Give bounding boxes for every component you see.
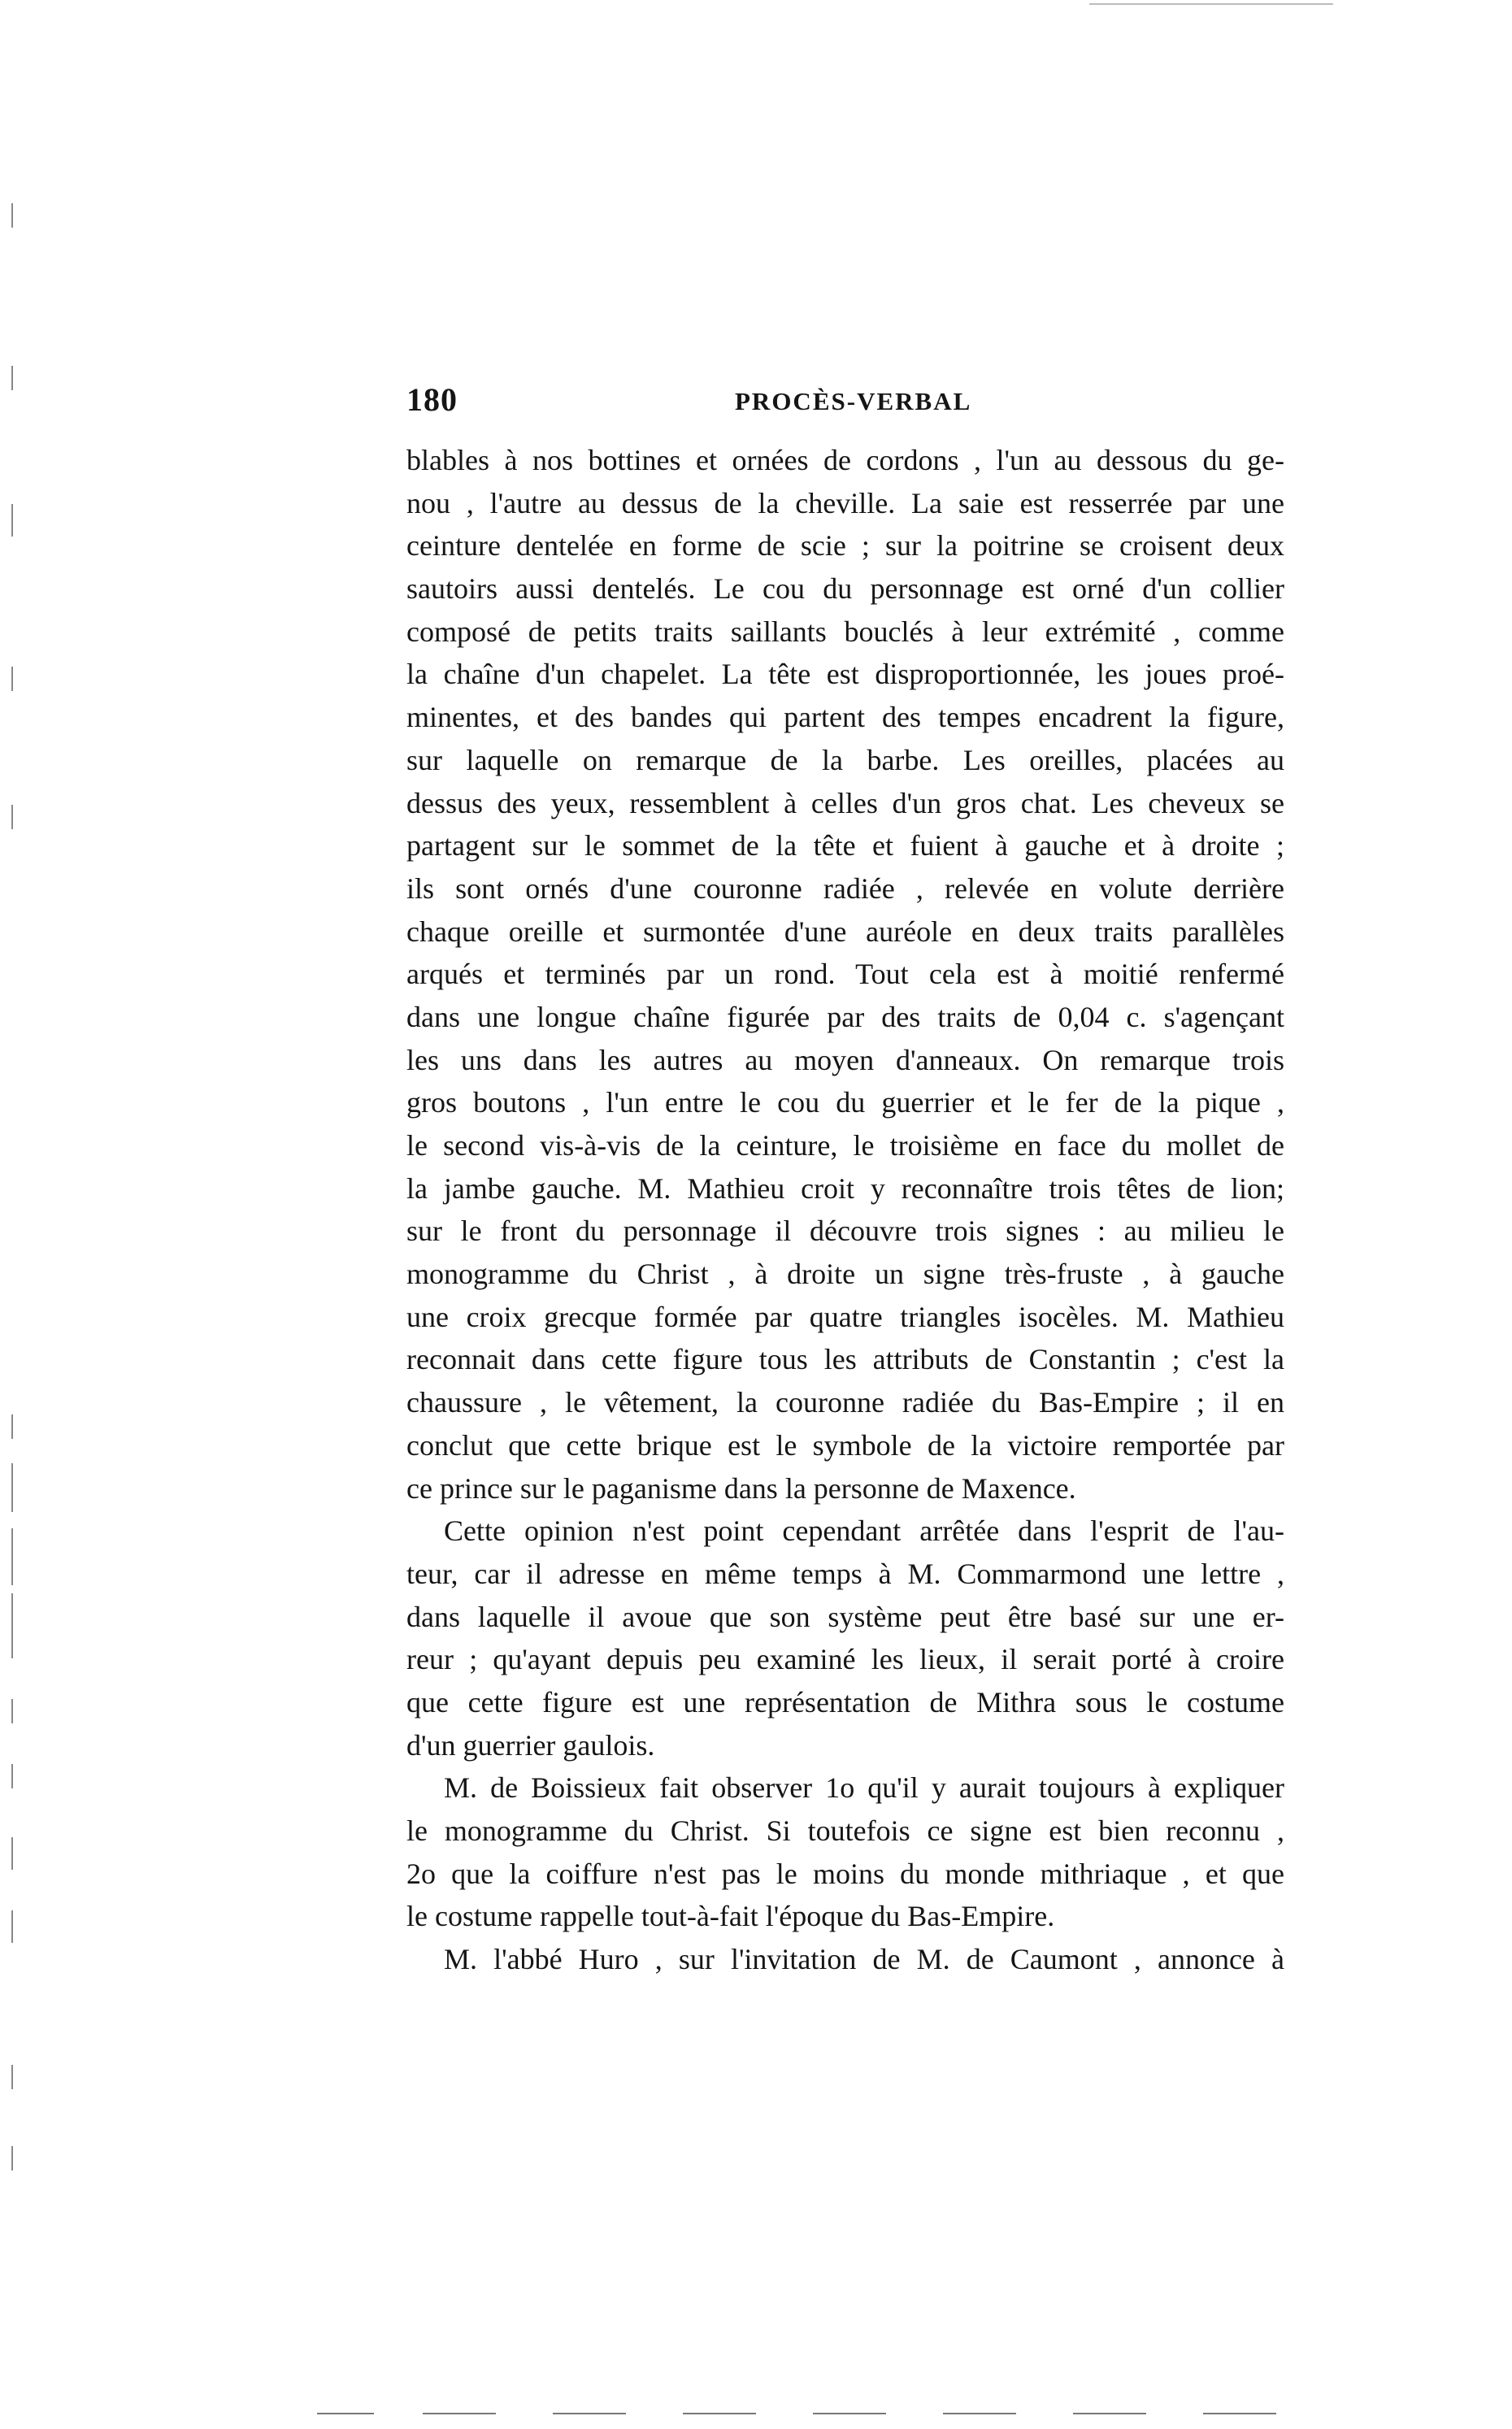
scan-mark (11, 1593, 13, 1658)
scan-bottom-rule (317, 2413, 374, 2414)
text-line: M. de Boissieux fait observer 1o qu'il y aurait toujours à expliquer (444, 1771, 1284, 1805)
text-line: composé de petits traits saillants bouclés à leur extrémité , comme (406, 615, 1284, 648)
page-number: 180 (406, 381, 458, 418)
text-line: monogramme du Christ , à droite un signe très-fruste , à gauche (406, 1258, 1284, 1291)
text-line: sautoirs aussi dentelés. Le cou du personnage est orné d'un collier (406, 572, 1284, 606)
text-line: sur le front du personnage il découvre trois signes : au milieu le (406, 1214, 1284, 1248)
scan-mark (11, 504, 13, 537)
scan-bottom-rule (1073, 2413, 1146, 2414)
scan-edge-marks (0, 0, 24, 2429)
text-line: reconnait dans cette figure tous les attributs de Constantin ; c'est la (406, 1343, 1284, 1376)
text-line: arqués et terminés par un rond. Tout cela est à moitié renfermé (406, 958, 1284, 991)
scan-bottom-rule (813, 2413, 886, 2414)
text-line: reur ; qu'ayant depuis peu examiné les lieux, il serait porté à croire (406, 1643, 1284, 1676)
running-head: PROCÈS-VERBAL (735, 387, 972, 415)
scan-mark (11, 1837, 13, 1870)
scan-mark (11, 1414, 13, 1439)
text-line: blables à nos bottines et ornées de cordons , l'un au dessous du ge- (406, 444, 1284, 476)
text-line: dans laquelle il avoue que son système peut être basé sur une er- (406, 1600, 1284, 1633)
scan-bottom-rule (423, 2413, 496, 2414)
scan-mark (11, 805, 13, 829)
text-line: sur laquelle on remarque de la barbe. Les oreilles, placées au (406, 743, 1284, 776)
text-line: une croix grecque formée par quatre triangles isocèles. M. Mathieu (406, 1300, 1284, 1333)
text-line: la jambe gauche. M. Mathieu croit y reconnaître trois têtes de lion; (406, 1171, 1284, 1205)
scan-top-dots (1089, 3, 1333, 5)
scan-mark (11, 2146, 13, 2170)
text-line: teur, car il adresse en même temps à M. Commarmond une lettre , (406, 1557, 1284, 1590)
text-line: ceinture dentelée en forme de scie ; sur la poitrine se croisent deux (406, 529, 1284, 563)
text-line: la chaîne d'un chapelet. La tête est disproportionnée, les joues proé- (406, 658, 1284, 691)
text-line: 2o que la coiffure n'est pas le moins du monde mithriaque , et que (406, 1857, 1284, 1890)
scan-mark (11, 366, 13, 390)
text-line: chaussure , le vêtement, la couronne radiée du Bas-Empire ; il en (406, 1386, 1284, 1419)
text-line: conclut que cette brique est le symbole de la victoire remportée par (406, 1428, 1284, 1462)
text-line: Cette opinion n'est point cependant arrêtée dans l'esprit de l'au- (444, 1514, 1284, 1548)
scan-mark (11, 1764, 13, 1788)
text-line: le costume rappelle tout-à-fait l'époque du Bas-Empire. (406, 1900, 1055, 1933)
text-line: le second vis-à-vis de la ceinture, le troisième en face du mollet de (406, 1129, 1284, 1162)
page-header (406, 380, 1284, 429)
scan-bottom-rule (683, 2413, 756, 2414)
text-line: chaque oreille et surmontée d'une auréole en deux traits parallèles (406, 915, 1284, 948)
text-line: partagent sur le sommet de la tête et fuient à gauche et à droite ; (406, 829, 1284, 863)
scan-mark (11, 667, 13, 691)
text-line: gros boutons , l'un entre le cou du guerrier et le fer de la pique , (406, 1086, 1284, 1119)
text-line: M. l'abbé Huro , sur l'invitation de M. de Caumont , annonce à (444, 1943, 1284, 1976)
text-line: ils sont ornés d'une couronne radiée , relevée en volute derrière (406, 871, 1284, 905)
scan-mark (11, 1528, 13, 1585)
text-line: nou , l'autre au dessus de la cheville. La saie est resserrée par une (406, 486, 1284, 519)
text-line: minentes, et des bandes qui partent des tempes encadrent la figure, (406, 701, 1284, 734)
scan-mark (11, 1699, 13, 1723)
text-line: le monogramme du Christ. Si toutefois ce signe est bien reconnu , (406, 1814, 1284, 1847)
text-line: les uns dans les autres au moyen d'anneaux. On remarque trois (406, 1043, 1284, 1076)
text-line: ce prince sur le paganisme dans la personne de Maxence. (406, 1471, 1076, 1505)
text-line: dessus des yeux, ressemblent à celles d'un gros chat. Les cheveux se (406, 786, 1284, 819)
scan-mark (11, 203, 13, 228)
scan-mark (11, 2065, 13, 2089)
scan-bottom-rule (943, 2413, 1016, 2414)
scan-mark (11, 1910, 13, 1943)
scan-bottom-rule (553, 2413, 626, 2414)
text-line: que cette figure est une représentation de Mithra sous le costume (406, 1685, 1284, 1719)
body-text (406, 439, 1284, 1981)
text-line: d'un guerrier gaulois. (406, 1728, 655, 1762)
scan-mark (11, 1463, 13, 1512)
scan-bottom-rule (1203, 2413, 1276, 2414)
text-line: dans une longue chaîne figurée par des traits de 0,04 c. s'agençant (406, 1000, 1284, 1033)
